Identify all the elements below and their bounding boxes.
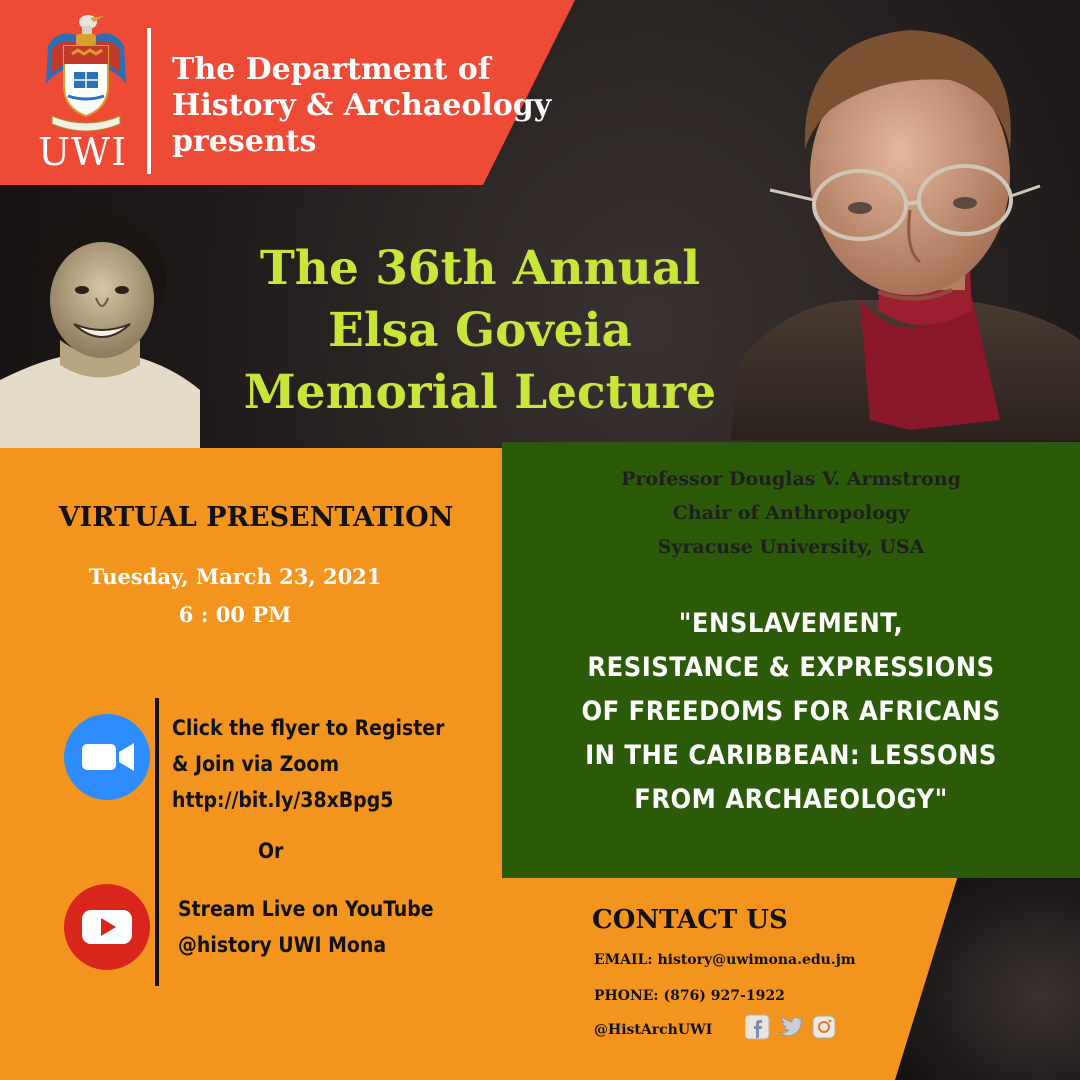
youtube-play-icon[interactable] bbox=[64, 884, 150, 970]
speaker-info bbox=[502, 462, 1080, 564]
topic-line: "ENSLAVEMENT, bbox=[678, 608, 904, 639]
zoom-link[interactable]: http://bit.ly/38xBpg5 bbox=[172, 788, 394, 812]
event-format: VIRTUAL PRESENTATION bbox=[58, 502, 454, 533]
lecture-title-line: Elsa Goveia bbox=[328, 303, 632, 358]
event-date: Tuesday, March 23, 2021 bbox=[88, 564, 382, 589]
social-icons bbox=[745, 1014, 845, 1040]
lecture-title bbox=[220, 238, 740, 424]
youtube-stream[interactable] bbox=[178, 891, 498, 963]
zoom-line: Click the flyer to Register bbox=[172, 716, 445, 740]
contact-phone[interactable]: PHONE: (876) 927-1922 bbox=[594, 988, 785, 1004]
social-handle[interactable]: @HistArchUWI bbox=[594, 1022, 713, 1038]
contact-email[interactable]: EMAIL: history@uwimona.edu.jm bbox=[594, 952, 856, 968]
event-time: 6 : 00 PM bbox=[178, 602, 292, 627]
facebook-icon[interactable] bbox=[745, 1015, 769, 1039]
youtube-handle[interactable]: @history UWI Mona bbox=[178, 933, 387, 957]
links-divider bbox=[155, 698, 159, 986]
banner-divider bbox=[147, 28, 151, 174]
department-line: The Department of bbox=[172, 52, 491, 87]
uwi-crest-icon bbox=[38, 6, 134, 136]
douglas-armstrong-photo bbox=[710, 0, 1080, 440]
youtube-line: Stream Live on YouTube bbox=[178, 897, 434, 921]
uwi-wordmark: UWI bbox=[38, 130, 128, 174]
speaker-institution: Syracuse University, USA bbox=[657, 536, 925, 558]
zoom-registration[interactable] bbox=[172, 710, 492, 818]
or-separator: Or bbox=[258, 839, 284, 863]
department-line: History & Archaeology bbox=[172, 88, 552, 123]
twitter-icon[interactable] bbox=[779, 1017, 803, 1036]
department-title bbox=[172, 52, 552, 160]
speaker-name: Professor Douglas V. Armstrong bbox=[621, 468, 961, 490]
instagram-icon[interactable] bbox=[813, 1016, 835, 1038]
contact-heading: CONTACT US bbox=[592, 905, 788, 935]
zoom-line: & Join via Zoom bbox=[172, 752, 340, 776]
topic-line: RESISTANCE & EXPRESSIONS bbox=[587, 652, 995, 683]
speaker-position: Chair of Anthropology bbox=[672, 502, 910, 524]
lecture-topic bbox=[502, 602, 1080, 822]
topic-line: OF FREEDOMS FOR AFRICANS bbox=[581, 696, 1001, 727]
topic-line: FROM ARCHAEOLOGY" bbox=[634, 784, 948, 815]
lecture-title-line: Memorial Lecture bbox=[243, 365, 717, 420]
zoom-camera-icon[interactable] bbox=[64, 714, 150, 800]
elsa-goveia-photo bbox=[0, 190, 200, 450]
department-line: presents bbox=[172, 124, 317, 159]
lecture-title-line: The 36th Annual bbox=[259, 241, 701, 296]
topic-line: IN THE CARIBBEAN: LESSONS bbox=[585, 740, 997, 771]
